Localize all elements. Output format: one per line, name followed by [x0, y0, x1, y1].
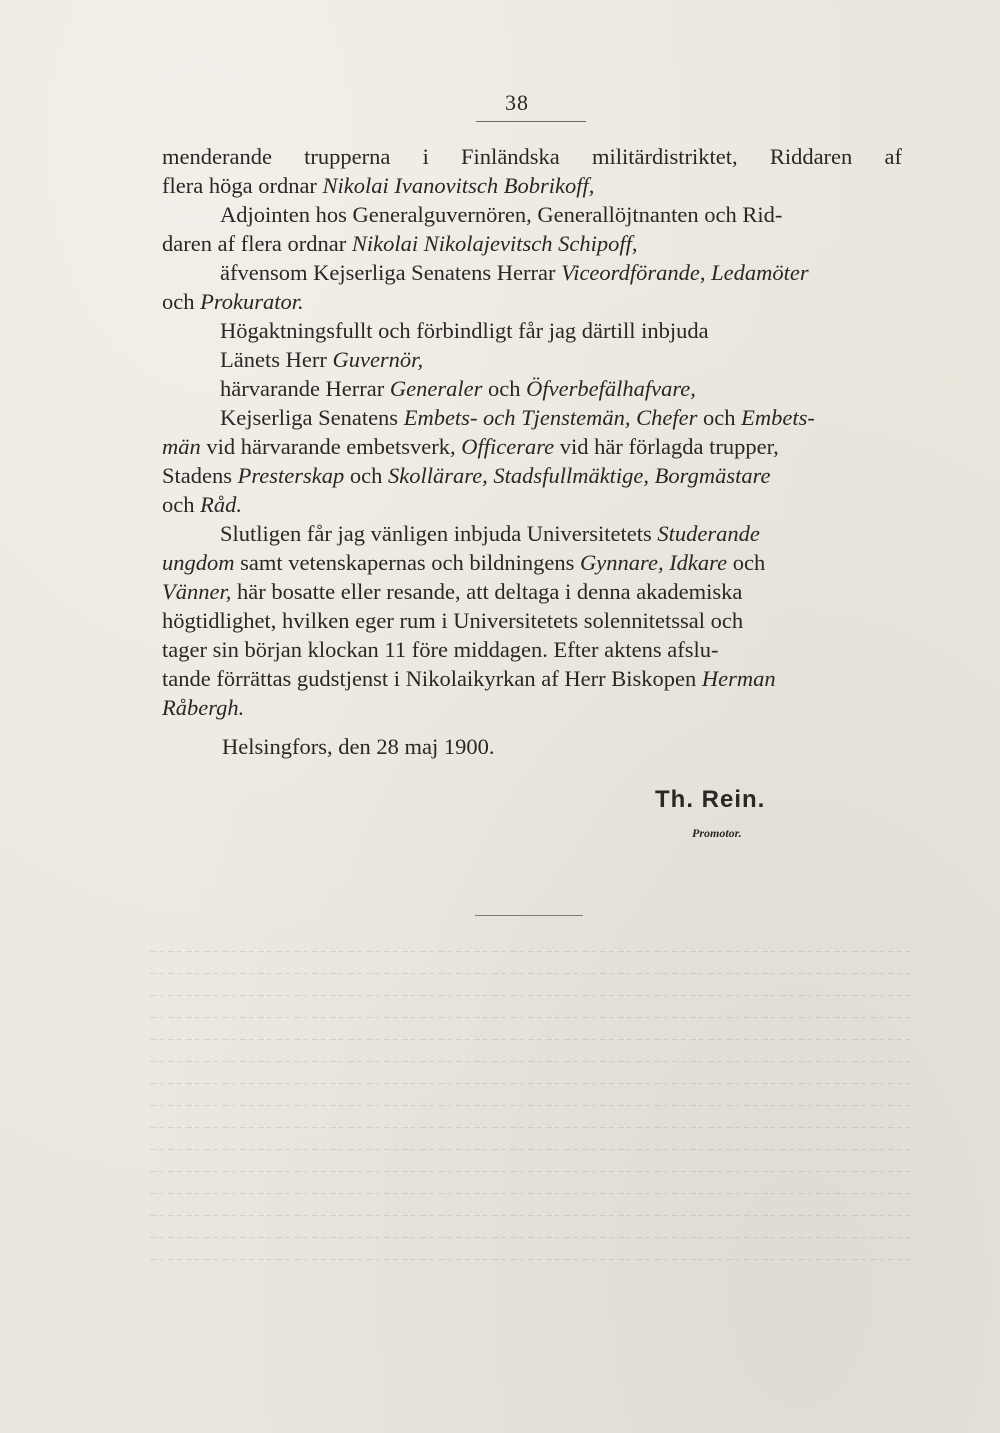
title-segment: Prokurator. — [200, 289, 304, 314]
text-line-18 — [162, 635, 902, 664]
text-segment: och — [727, 550, 766, 575]
title-segment: Guvernör, — [332, 347, 424, 372]
signature: Th. Rein. — [655, 786, 766, 813]
title-segment: Embets- och Tjenstemän, Chefer — [403, 405, 698, 430]
closing-rule — [475, 915, 583, 916]
title-segment: Vänner, — [162, 579, 232, 604]
text-segment: Stadens — [162, 463, 238, 488]
word: Finländska — [461, 144, 560, 169]
text-segment: och — [162, 289, 201, 314]
title-segment: Gynnare, Idkare — [580, 550, 728, 575]
text-segment: Länets Herr — [220, 347, 333, 372]
title-segment: Skollärare, Stadsfullmäktige, Borgmästare — [388, 463, 771, 488]
text-segment: daren af flera ordnar — [162, 231, 352, 256]
text-segment: Högaktningsfullt och förbindligt får jag därtill inbjuda — [220, 318, 709, 343]
name-herman: Herman — [701, 666, 776, 691]
text-line-1 — [162, 142, 902, 171]
text-line-20 — [162, 693, 902, 722]
text-segment: och — [162, 492, 201, 517]
text-segment: Adjointen hos Generalguvernören, Generallöjtnanten och Rid- — [220, 202, 783, 227]
title-segment: Öfverbefälhafvare, — [526, 376, 696, 401]
text-segment: Slutligen får jag vänligen inbjuda Universitetets — [220, 521, 658, 546]
text-segment: äfvensom Kejserliga Senatens Herrar — [220, 260, 562, 285]
title-segment: Råd. — [200, 492, 242, 517]
text-line-17 — [162, 606, 902, 635]
text-line-14 — [162, 519, 902, 548]
text-segment: Kejserliga Senatens — [220, 405, 404, 430]
word: menderande — [162, 144, 272, 169]
text-line-3 — [162, 200, 902, 229]
text-line-13 — [162, 490, 902, 519]
text-segment: samt vetenskapernas och bildningens — [234, 550, 581, 575]
name-bobrikoff: Nikolai Ivanovitsch Bobrikoff, — [322, 173, 595, 198]
text-line-4 — [162, 229, 902, 258]
text-line-2 — [162, 171, 902, 200]
text-line-9 — [162, 374, 902, 403]
text-segment: högtidlighet, hvilken eger rum i Universitetets solennitetssal och — [162, 608, 744, 633]
dateline: Helsingfors, den 28 maj 1900. — [222, 734, 495, 759]
text-segment: härvarande Herrar — [220, 376, 390, 401]
text-line-19 — [162, 664, 902, 693]
text-segment: tager sin början klockan 11 före middagen. Efter aktens afslu- — [162, 637, 719, 662]
text-line-16 — [162, 577, 902, 606]
name-rabergh: Råbergh. — [162, 695, 245, 720]
text-segment: och — [482, 376, 527, 401]
text-line-15 — [162, 548, 902, 577]
text-line-6 — [162, 287, 902, 316]
text-line-10 — [162, 403, 902, 432]
title-segment: Studerande — [657, 521, 760, 546]
page-number: 38 — [505, 90, 529, 115]
name-schipoff: Nikolai Nikolajevitsch Schipoff, — [351, 231, 638, 256]
signature-role: Promotor. — [692, 826, 742, 840]
text-segment: här bosatte eller resande, att deltaga i denna akademiska — [231, 579, 743, 604]
header-rule — [476, 121, 586, 122]
word: trupperna — [304, 144, 391, 169]
text-segment: vid här förlagda trupper, — [554, 434, 779, 459]
word: i — [422, 144, 429, 169]
text-segment: och — [697, 405, 742, 430]
title-segment: ungdom — [162, 550, 235, 575]
text-line-8 — [162, 345, 902, 374]
text-segment: och — [344, 463, 389, 488]
title-segment: män — [162, 434, 201, 459]
word: af — [884, 144, 902, 169]
text-line-5 — [162, 258, 902, 287]
word: Riddaren — [769, 144, 853, 169]
body-text — [162, 142, 902, 722]
title-segment: Viceordförande, Ledamöter — [561, 260, 809, 285]
show-through-texture — [150, 930, 910, 1310]
title-segment: Embets- — [741, 405, 815, 430]
title-segment: Officerare — [461, 434, 555, 459]
text-line-12 — [162, 461, 902, 490]
text-line-7 — [162, 316, 902, 345]
text-line-11 — [162, 432, 902, 461]
text-segment: flera höga ordnar — [162, 173, 323, 198]
text-segment: tande förrättas gudstjenst i Nikolaikyrkan af Herr Biskopen — [162, 666, 702, 691]
title-segment: Presterskap — [237, 463, 345, 488]
word: militärdistriktet, — [592, 144, 738, 169]
text-segment: vid härvarande embetsverk, — [200, 434, 462, 459]
title-segment: Generaler — [389, 376, 483, 401]
